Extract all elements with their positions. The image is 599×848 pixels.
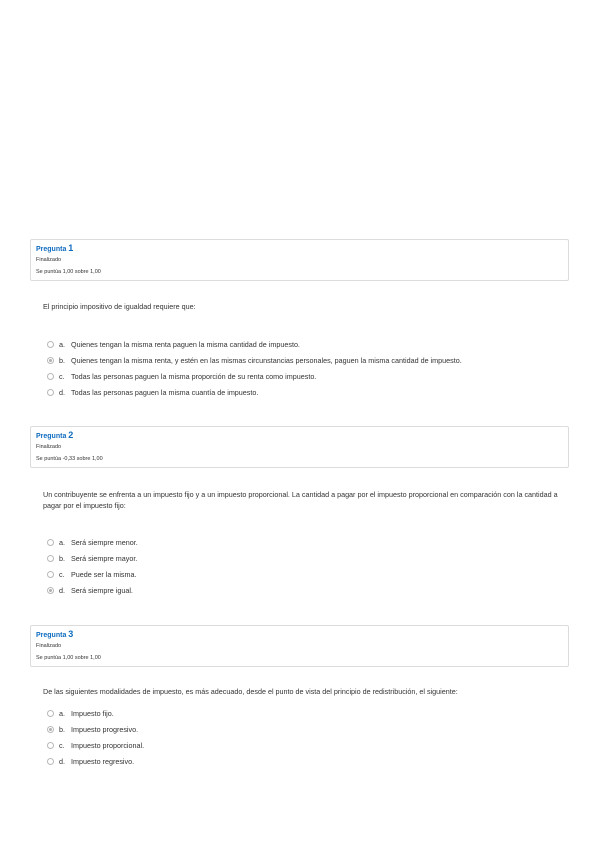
radio-selected-icon[interactable]	[47, 357, 54, 364]
answer-letter: b.	[59, 356, 65, 366]
answer-letter: a.	[59, 538, 65, 548]
question-3-answer-b[interactable]	[47, 722, 562, 738]
radio-icon[interactable]	[47, 539, 54, 546]
question-2-info	[30, 426, 569, 468]
question-1-info	[30, 239, 569, 281]
answer-text: Impuesto proporcional.	[71, 740, 145, 750]
question-3-grade: Se puntúa 1,00 sobre 1,00	[36, 655, 101, 661]
answer-text: Quienes tengan la misma renta, y estén en las mismas circunstancias personales, paguen la misma cantidad de impuesto.	[71, 356, 462, 366]
question-1-title	[36, 243, 563, 255]
question-2-number: 2	[68, 430, 74, 440]
answer-letter: b.	[59, 554, 65, 564]
question-1-answer-b[interactable]	[47, 353, 562, 369]
question-1-grade: Se puntúa 1,00 sobre 1,00	[36, 269, 101, 275]
question-1-state: Finalizado	[36, 257, 62, 263]
question-2-state: Finalizado	[36, 444, 62, 450]
answer-letter: d.	[59, 387, 65, 397]
answer-text: Impuesto progresivo.	[71, 725, 139, 735]
question-3-title	[36, 629, 563, 641]
answer-letter: c.	[59, 371, 65, 381]
answer-text: Puede ser la misma.	[71, 569, 137, 579]
question-1-answer-c[interactable]	[47, 369, 562, 385]
question-1-text: El principio impositivo de igualdad requiere que:	[43, 302, 196, 311]
question-3-answer-a[interactable]	[47, 706, 562, 722]
question-2-answer-b[interactable]	[47, 551, 562, 567]
question-1-answer-d[interactable]	[47, 384, 562, 400]
answer-text: Impuesto fijo.	[71, 709, 114, 719]
answer-letter: d.	[59, 756, 65, 766]
radio-icon[interactable]	[47, 373, 54, 380]
question-2-answers	[47, 535, 562, 598]
answer-text: Todas las personas paguen la misma cuantía de impuesto.	[71, 387, 259, 397]
answer-letter: c.	[59, 569, 65, 579]
answer-letter: a.	[59, 340, 65, 350]
radio-icon[interactable]	[47, 710, 54, 717]
question-2-answer-c[interactable]	[47, 567, 562, 583]
question-3-answer-d[interactable]	[47, 753, 562, 769]
radio-icon[interactable]	[47, 571, 54, 578]
answer-text: Quienes tengan la misma renta paguen la misma cantidad de impuesto.	[71, 340, 300, 350]
radio-icon[interactable]	[47, 389, 54, 396]
radio-icon[interactable]	[47, 742, 54, 749]
radio-icon[interactable]	[47, 555, 54, 562]
question-2-label: Pregunta	[36, 433, 67, 440]
question-3-answer-c[interactable]	[47, 738, 562, 754]
radio-icon[interactable]	[47, 341, 54, 348]
radio-icon[interactable]	[47, 758, 54, 765]
answer-text: Impuesto regresivo.	[71, 756, 135, 766]
question-3-text: De las siguientes modalidades de impuesto, es más adecuado, desde el punto de vista del principio de redistribución, el siguiente:	[43, 687, 458, 696]
question-1-label: Pregunta	[36, 246, 67, 253]
answer-letter: b.	[59, 725, 65, 735]
radio-selected-icon[interactable]	[47, 726, 54, 733]
question-3-label: Pregunta	[36, 632, 67, 639]
question-1-number: 1	[68, 243, 74, 253]
question-2-grade: Se puntúa -0,33 sobre 1,00	[36, 456, 103, 462]
answer-letter: d.	[59, 585, 65, 595]
question-3-number: 3	[68, 629, 74, 639]
answer-text: Será siempre menor.	[71, 538, 138, 548]
question-3-info	[30, 625, 569, 667]
question-1-answers	[47, 337, 562, 400]
question-3-state: Finalizado	[36, 643, 62, 649]
question-2-answer-d[interactable]	[47, 582, 562, 598]
question-2-title	[36, 430, 563, 442]
answer-text: Será siempre igual.	[71, 585, 133, 595]
answer-letter: a.	[59, 709, 65, 719]
question-2-answer-a[interactable]	[47, 535, 562, 551]
question-2-text: Un contribuyente se enfrenta a un impuesto fijo y a un impuesto proporcional. La cantidad a pagar por el impuesto proporcional en comparación con la cantidad a pagar por el impuesto fijo:	[43, 490, 558, 510]
answer-text: Será siempre mayor.	[71, 554, 138, 564]
radio-selected-icon[interactable]	[47, 587, 54, 594]
question-3-answers	[47, 706, 562, 769]
answer-letter: c.	[59, 740, 65, 750]
answer-text: Todas las personas paguen la misma proporción de su renta como impuesto.	[71, 371, 317, 381]
question-1-answer-a[interactable]	[47, 337, 562, 353]
